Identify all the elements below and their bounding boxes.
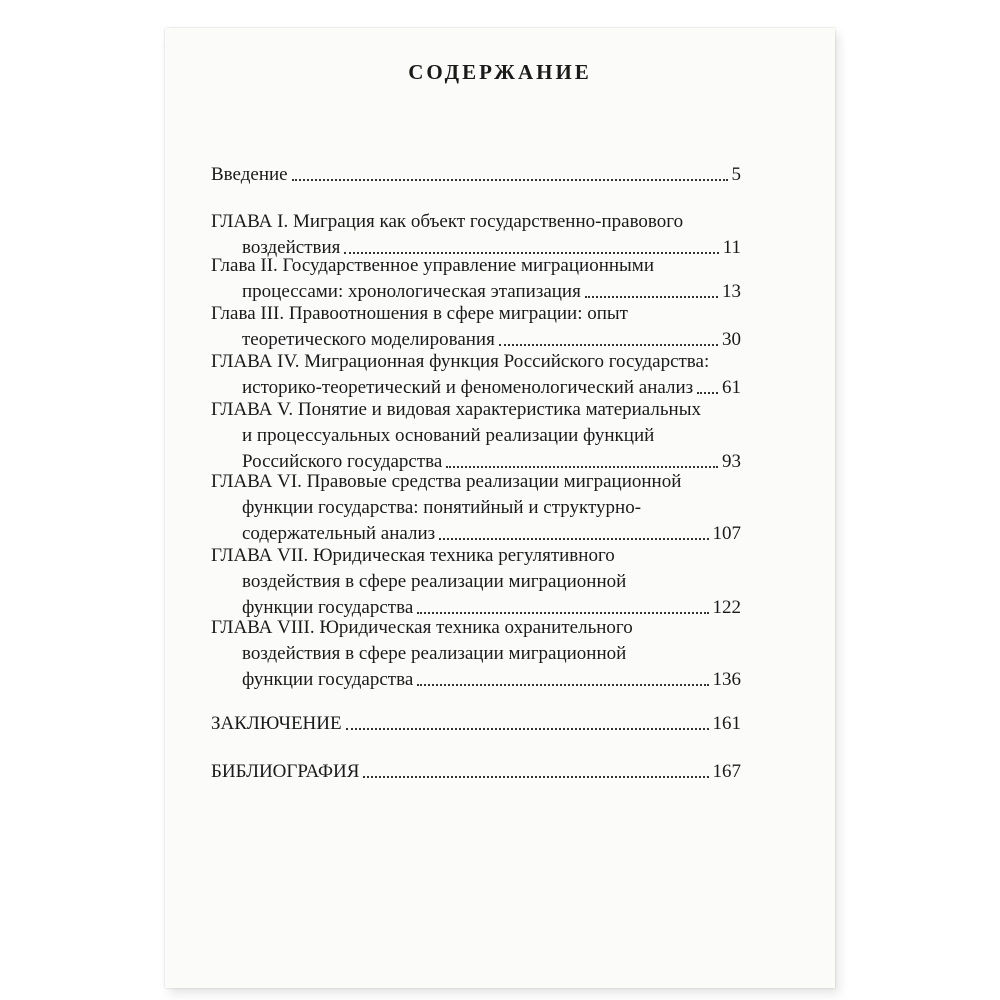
toc-dot-leader (499, 344, 718, 346)
toc-entry-text: функции государства (242, 597, 414, 618)
toc-entry-text: функции государства (242, 669, 414, 690)
toc-entry-line (242, 522, 741, 546)
toc-page-number: 136 (712, 669, 741, 690)
toc-entry-line (211, 350, 741, 374)
toc-page-number: 167 (712, 761, 741, 782)
toc-entry-line (211, 302, 741, 326)
toc-entry-text: функции государства: понятийный и структурно- (242, 497, 642, 518)
toc-entry-line (242, 280, 741, 304)
toc-entry-text: процессами: хронологическая этапизация (242, 281, 581, 302)
toc-entry-text: Российского государства (242, 451, 443, 472)
toc-page-number: 161 (712, 713, 741, 734)
toc-entry-text: ГЛАВА V. Понятие и видовая характеристика материальных (211, 399, 701, 420)
toc-page-number: 93 (722, 451, 741, 472)
toc-entry-text: ЗАКЛЮЧЕНИЕ (211, 713, 342, 734)
toc-page-number: 5 (731, 164, 741, 185)
toc-entry-line (211, 163, 741, 187)
toc-entry-line (211, 616, 741, 640)
toc-entry-line (242, 424, 741, 448)
toc-entry-line (242, 642, 741, 666)
toc-entry-text: ГЛАВА VI. Правовые средства реализации миграционной (211, 471, 682, 492)
toc-entry-text: Глава III. Правоотношения в сфере миграции: опыт (211, 303, 628, 324)
toc-entry-line (211, 470, 741, 494)
toc-entry-line (211, 210, 741, 234)
toc-dot-leader (292, 179, 728, 181)
toc-entry-text: БИБЛИОГРАФИЯ (211, 761, 360, 782)
toc-entry-text: теоретического моделирования (242, 329, 495, 350)
toc-dot-leader (697, 392, 718, 394)
toc-entry-line (211, 254, 741, 278)
toc-entry-line (242, 376, 741, 400)
toc-entry-text: воздействия (242, 237, 341, 258)
toc-entry-text: ГЛАВА I. Миграция как объект государственно-правового (211, 211, 684, 232)
toc-entry-text: Введение (211, 164, 288, 185)
toc-dot-leader (417, 684, 708, 686)
toc-page-number: 30 (722, 329, 741, 350)
toc-entry-line (242, 570, 741, 594)
toc-dot-leader (446, 466, 718, 468)
toc-dot-leader (585, 296, 718, 298)
toc-entry-text: ГЛАВА VII. Юридическая техника регулятивного (211, 545, 615, 566)
toc-entry-text: и процессуальных оснований реализации функций (242, 425, 655, 446)
toc-page-number: 107 (712, 523, 741, 544)
toc-page-number: 122 (712, 597, 741, 618)
toc-dot-leader (363, 776, 708, 778)
toc-entry-line (242, 328, 741, 352)
toc-dot-leader (346, 728, 709, 730)
toc-page-number: 61 (722, 377, 741, 398)
toc-entry-line (211, 760, 741, 784)
toc-entry-line (242, 496, 741, 520)
toc-entry-text: ГЛАВА IV. Миграционная функция Российского государства: (211, 351, 710, 372)
toc-dot-leader (439, 538, 708, 540)
toc-entry-line (211, 712, 741, 736)
toc-entry-text: воздействия в сфере реализации миграционной (242, 643, 627, 664)
toc-entry-line (211, 544, 741, 568)
toc-entry-text: ГЛАВА VIII. Юридическая техника охранительного (211, 617, 633, 638)
toc-dot-leader (417, 612, 708, 614)
toc-entry-line (242, 668, 741, 692)
toc-entry-text: Глава II. Государственное управление миграционными (211, 255, 654, 276)
toc-entry-line (211, 398, 741, 422)
toc-page-number: 11 (722, 237, 741, 258)
toc-page-number: 13 (722, 281, 741, 302)
toc-entry-text: историко-теоретический и феноменологический анализ (242, 377, 694, 398)
page-title: СОДЕРЖАНИЕ (408, 60, 592, 84)
toc-entry-text: содержательный анализ (242, 523, 436, 544)
toc-entry-text: воздействия в сфере реализации миграционной (242, 571, 627, 592)
